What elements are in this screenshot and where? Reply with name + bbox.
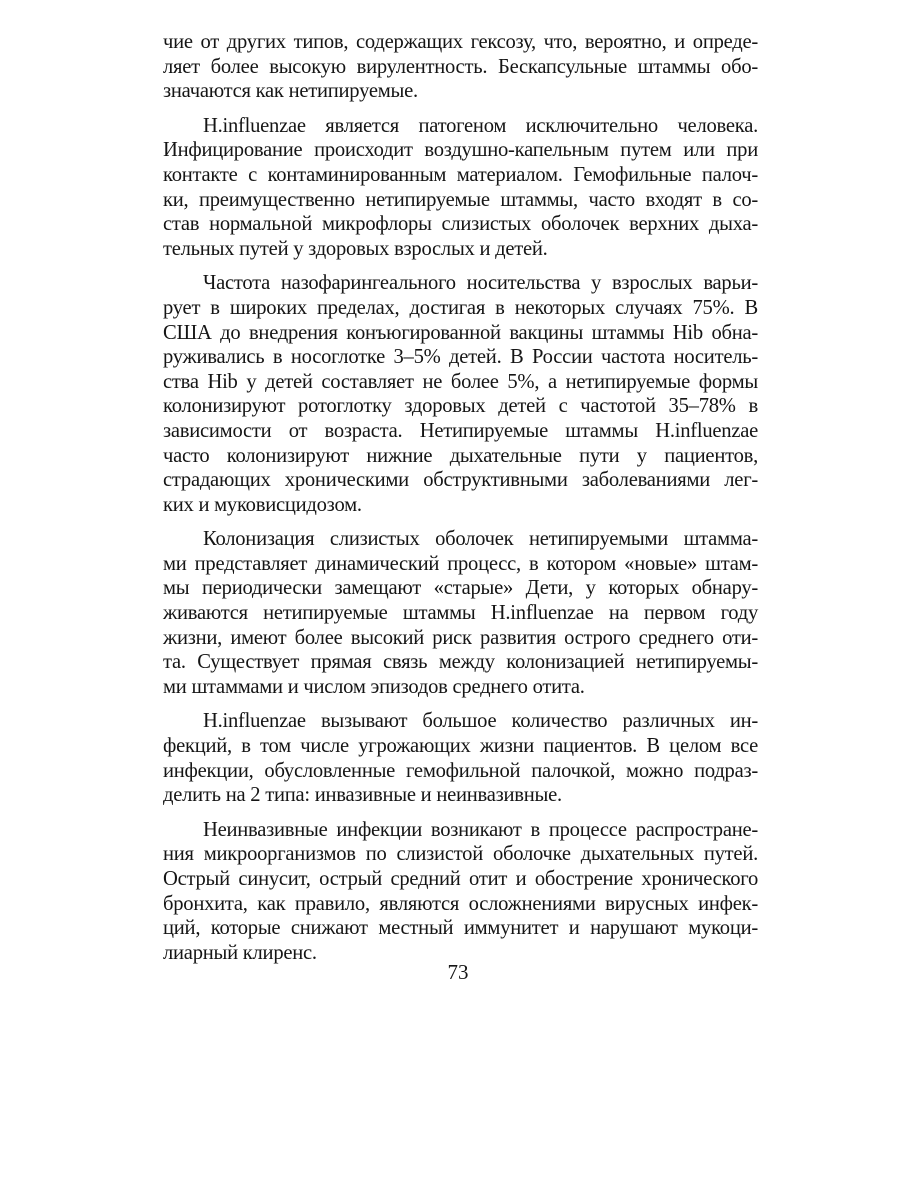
paragraph-5 bbox=[163, 709, 758, 807]
text-line: фекций, в том числе угрожающих жизни пациентов. В целом все bbox=[163, 735, 758, 758]
text-line: значаются как нетипируемые. bbox=[163, 80, 418, 103]
paragraph-4 bbox=[163, 527, 758, 699]
text-line: ки, преимущественно нетипируемые штаммы, часто входят в со- bbox=[163, 188, 758, 211]
text-line: тельных путей у здоровых взрослых и детей. bbox=[163, 237, 548, 260]
page-number: 73 bbox=[447, 960, 469, 984]
text-line: ляет более высокую вирулентность. Бескапсульные штаммы обо- bbox=[163, 55, 758, 78]
text-line: инфекции, обусловленные гемофильной палочкой, можно подраз- bbox=[163, 759, 758, 782]
text-line: та. Существует прямая связь между колонизацией нетипируемы- bbox=[163, 651, 758, 674]
text-line: лиарный клиренс. bbox=[163, 941, 317, 964]
text-line: мы периодически замещают «старые» Дети, у которых обнару- bbox=[163, 577, 758, 600]
text-line: США до внедрения конъюгированной вакцины штаммы Hib обна- bbox=[163, 321, 758, 344]
text-line: Инфицирование происходит воздушно-капельным путем или при bbox=[163, 139, 758, 162]
text-line: рует в широких пределах, достигая в некоторых случаях 75%. В bbox=[163, 296, 758, 319]
text-line: ния микроорганизмов по слизистой оболочке дыхательных путей. bbox=[163, 843, 758, 866]
text-line: делить на 2 типа: инвазивные и неинвазивные. bbox=[163, 784, 562, 807]
text-line: H.influenzae вызывают большое количество различных ин- bbox=[203, 710, 758, 733]
paragraph-1 bbox=[163, 30, 758, 104]
text-line: бронхита, как правило, являются осложнениями вирусных инфек- bbox=[163, 892, 758, 915]
text-line: живаются нетипируемые штаммы H.influenzae на первом году bbox=[163, 602, 758, 625]
text-line: страдающих хроническими обструктивными заболеваниями лег- bbox=[163, 469, 758, 492]
text-line: часто колонизируют нижние дыхательные пути у пациентов, bbox=[163, 444, 758, 467]
text-line: ций, которые снижают местный иммунитет и нарушают мукоци- bbox=[163, 917, 758, 940]
text-line: ми представляет динамический процесс, в котором «новые» штам- bbox=[163, 552, 758, 575]
text-line: Колонизация слизистых оболочек нетипируемыми штамма- bbox=[203, 528, 758, 551]
paragraph-3 bbox=[163, 271, 758, 517]
text-line: ства Hib у детей составляет не более 5%, а нетипируемые формы bbox=[163, 370, 758, 393]
text-line: став нормальной микрофлоры слизистых оболочек верхних дыха- bbox=[163, 213, 758, 236]
text-line: Острый синусит, острый средний отит и обострение хронического bbox=[163, 868, 758, 890]
text-line: контакте с контаминированным материалом. Гемофильные палоч- bbox=[163, 163, 758, 186]
text-line: Частота назофарингеального носительства у взрослых варьи- bbox=[203, 272, 758, 295]
text-line: колонизируют ротоглотку здоровых детей с частотой 35–78% в bbox=[163, 395, 758, 418]
text-line: ких и муковисцидозом. bbox=[163, 493, 362, 516]
text-line: H.influenzae является патогеном исключительно человека. bbox=[203, 114, 758, 137]
page-body bbox=[163, 30, 758, 975]
text-line: руживались в носоглотке 3–5% детей. В России частота носитель- bbox=[163, 346, 758, 369]
text-line: чие от других типов, содержащих гексозу, что, вероятно, и опреде- bbox=[163, 31, 758, 53]
text-line: ми штаммами и числом эпизодов среднего отита. bbox=[163, 675, 585, 698]
text-line: Неинвазивные инфекции возникают в процессе распростране- bbox=[203, 818, 758, 841]
text-line: жизни, имеют более высокий риск развития острого среднего оти- bbox=[163, 626, 758, 649]
paragraph-6 bbox=[163, 818, 758, 966]
text-line: зависимости от возраста. Нетипируемые штаммы H.influenzae bbox=[163, 419, 758, 442]
paragraph-2 bbox=[163, 114, 758, 262]
